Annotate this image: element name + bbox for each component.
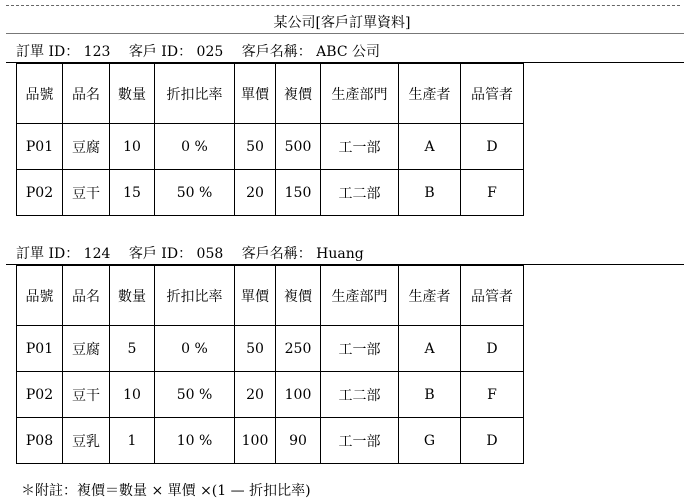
cell-item-no: P01: [17, 124, 63, 170]
cell-unit-price: 50: [235, 124, 276, 170]
order-header: [16, 41, 380, 61]
cell-unit-price: 50: [235, 326, 276, 372]
customer-name-value: Huang: [316, 246, 364, 262]
order-items-table: [16, 265, 524, 464]
cell-item-no: P02: [17, 170, 63, 216]
cell-quantity: 1: [110, 418, 155, 464]
table-row: [17, 170, 524, 216]
cell-item-no: P02: [17, 372, 63, 418]
cell-total-price: 150: [276, 170, 321, 216]
cell-quantity: 10: [110, 124, 155, 170]
column-header-total-price: 複價: [276, 64, 321, 124]
column-header-department: 生產部門: [321, 266, 399, 326]
table-header-row: [17, 64, 524, 124]
cell-discount-rate: 0 %: [155, 326, 235, 372]
table-row: [17, 418, 524, 464]
order-items-table: [16, 63, 524, 216]
customer-name-value: ABC 公司: [316, 44, 380, 60]
top-dashed-rule: [6, 5, 680, 6]
document-title: 某公司[客戶訂單資料]: [273, 15, 411, 31]
cell-item-name: 豆腐: [63, 124, 110, 170]
column-header-discount-rate: 折扣比率: [155, 266, 235, 326]
cell-item-name: 豆干: [63, 372, 110, 418]
order-id-value: 124: [83, 246, 111, 262]
column-header-department: 生產部門: [321, 64, 399, 124]
table-header-row: [17, 266, 524, 326]
cell-total-price: 500: [276, 124, 321, 170]
cell-item-name: 豆腐: [63, 326, 110, 372]
cell-unit-price: 20: [235, 372, 276, 418]
cell-producer: A: [399, 326, 461, 372]
cell-department: 工二部: [321, 170, 399, 216]
column-header-item-no: 品號: [17, 64, 63, 124]
cell-discount-rate: 50 %: [155, 170, 235, 216]
cell-discount-rate: 0 %: [155, 124, 235, 170]
order-id-label: 訂單 ID：: [16, 44, 80, 60]
column-header-item-no: 品號: [17, 266, 63, 326]
cell-producer: B: [399, 170, 461, 216]
customer-id-label: 客戶 ID：: [128, 44, 193, 60]
cell-department: 工一部: [321, 326, 399, 372]
cell-quantity: 10: [110, 372, 155, 418]
column-header-item-name: 品名: [63, 266, 110, 326]
column-header-unit-price: 單價: [235, 64, 276, 124]
cell-inspector: D: [461, 418, 524, 464]
table-row: [17, 124, 524, 170]
column-header-producer: 生產者: [399, 266, 461, 326]
table-row: [17, 326, 524, 372]
column-header-item-name: 品名: [63, 64, 110, 124]
cell-item-no: P01: [17, 326, 63, 372]
column-header-unit-price: 單價: [235, 266, 276, 326]
column-header-discount-rate: 折扣比率: [155, 64, 235, 124]
cell-quantity: 5: [110, 326, 155, 372]
customer-name-label: 客戶名稱：: [241, 246, 312, 262]
cell-item-name: 豆乳: [63, 418, 110, 464]
cell-inspector: F: [461, 372, 524, 418]
customer-id-label: 客戶 ID：: [128, 246, 193, 262]
column-header-quantity: 數量: [110, 266, 155, 326]
customer-id-value: 025: [196, 44, 224, 60]
column-header-inspector: 品管者: [461, 64, 524, 124]
cell-discount-rate: 10 %: [155, 418, 235, 464]
column-header-quantity: 數量: [110, 64, 155, 124]
cell-total-price: 90: [276, 418, 321, 464]
cell-total-price: 100: [276, 372, 321, 418]
order-id-value: 123: [83, 44, 111, 60]
cell-department: 工一部: [321, 124, 399, 170]
cell-item-no: P08: [17, 418, 63, 464]
column-header-total-price: 複價: [276, 266, 321, 326]
column-header-producer: 生產者: [399, 64, 461, 124]
title-underline: [6, 33, 684, 34]
table-row: [17, 372, 524, 418]
customer-name-label: 客戶名稱：: [241, 44, 312, 60]
cell-inspector: D: [461, 124, 524, 170]
order-id-label: 訂單 ID：: [16, 246, 80, 262]
cell-total-price: 250: [276, 326, 321, 372]
cell-department: 工一部: [321, 418, 399, 464]
cell-inspector: D: [461, 326, 524, 372]
order-header: [16, 243, 364, 263]
cell-unit-price: 20: [235, 170, 276, 216]
column-header-inspector: 品管者: [461, 266, 524, 326]
cell-item-name: 豆干: [63, 170, 110, 216]
formula-note: ＊附註：複價＝數量 × 單價 ×(1 — 折扣比率): [21, 483, 311, 499]
cell-producer: A: [399, 124, 461, 170]
cell-inspector: F: [461, 170, 524, 216]
cell-quantity: 15: [110, 170, 155, 216]
customer-id-value: 058: [196, 246, 224, 262]
cell-producer: B: [399, 372, 461, 418]
cell-discount-rate: 50 %: [155, 372, 235, 418]
cell-producer: G: [399, 418, 461, 464]
cell-department: 工二部: [321, 372, 399, 418]
cell-unit-price: 100: [235, 418, 276, 464]
